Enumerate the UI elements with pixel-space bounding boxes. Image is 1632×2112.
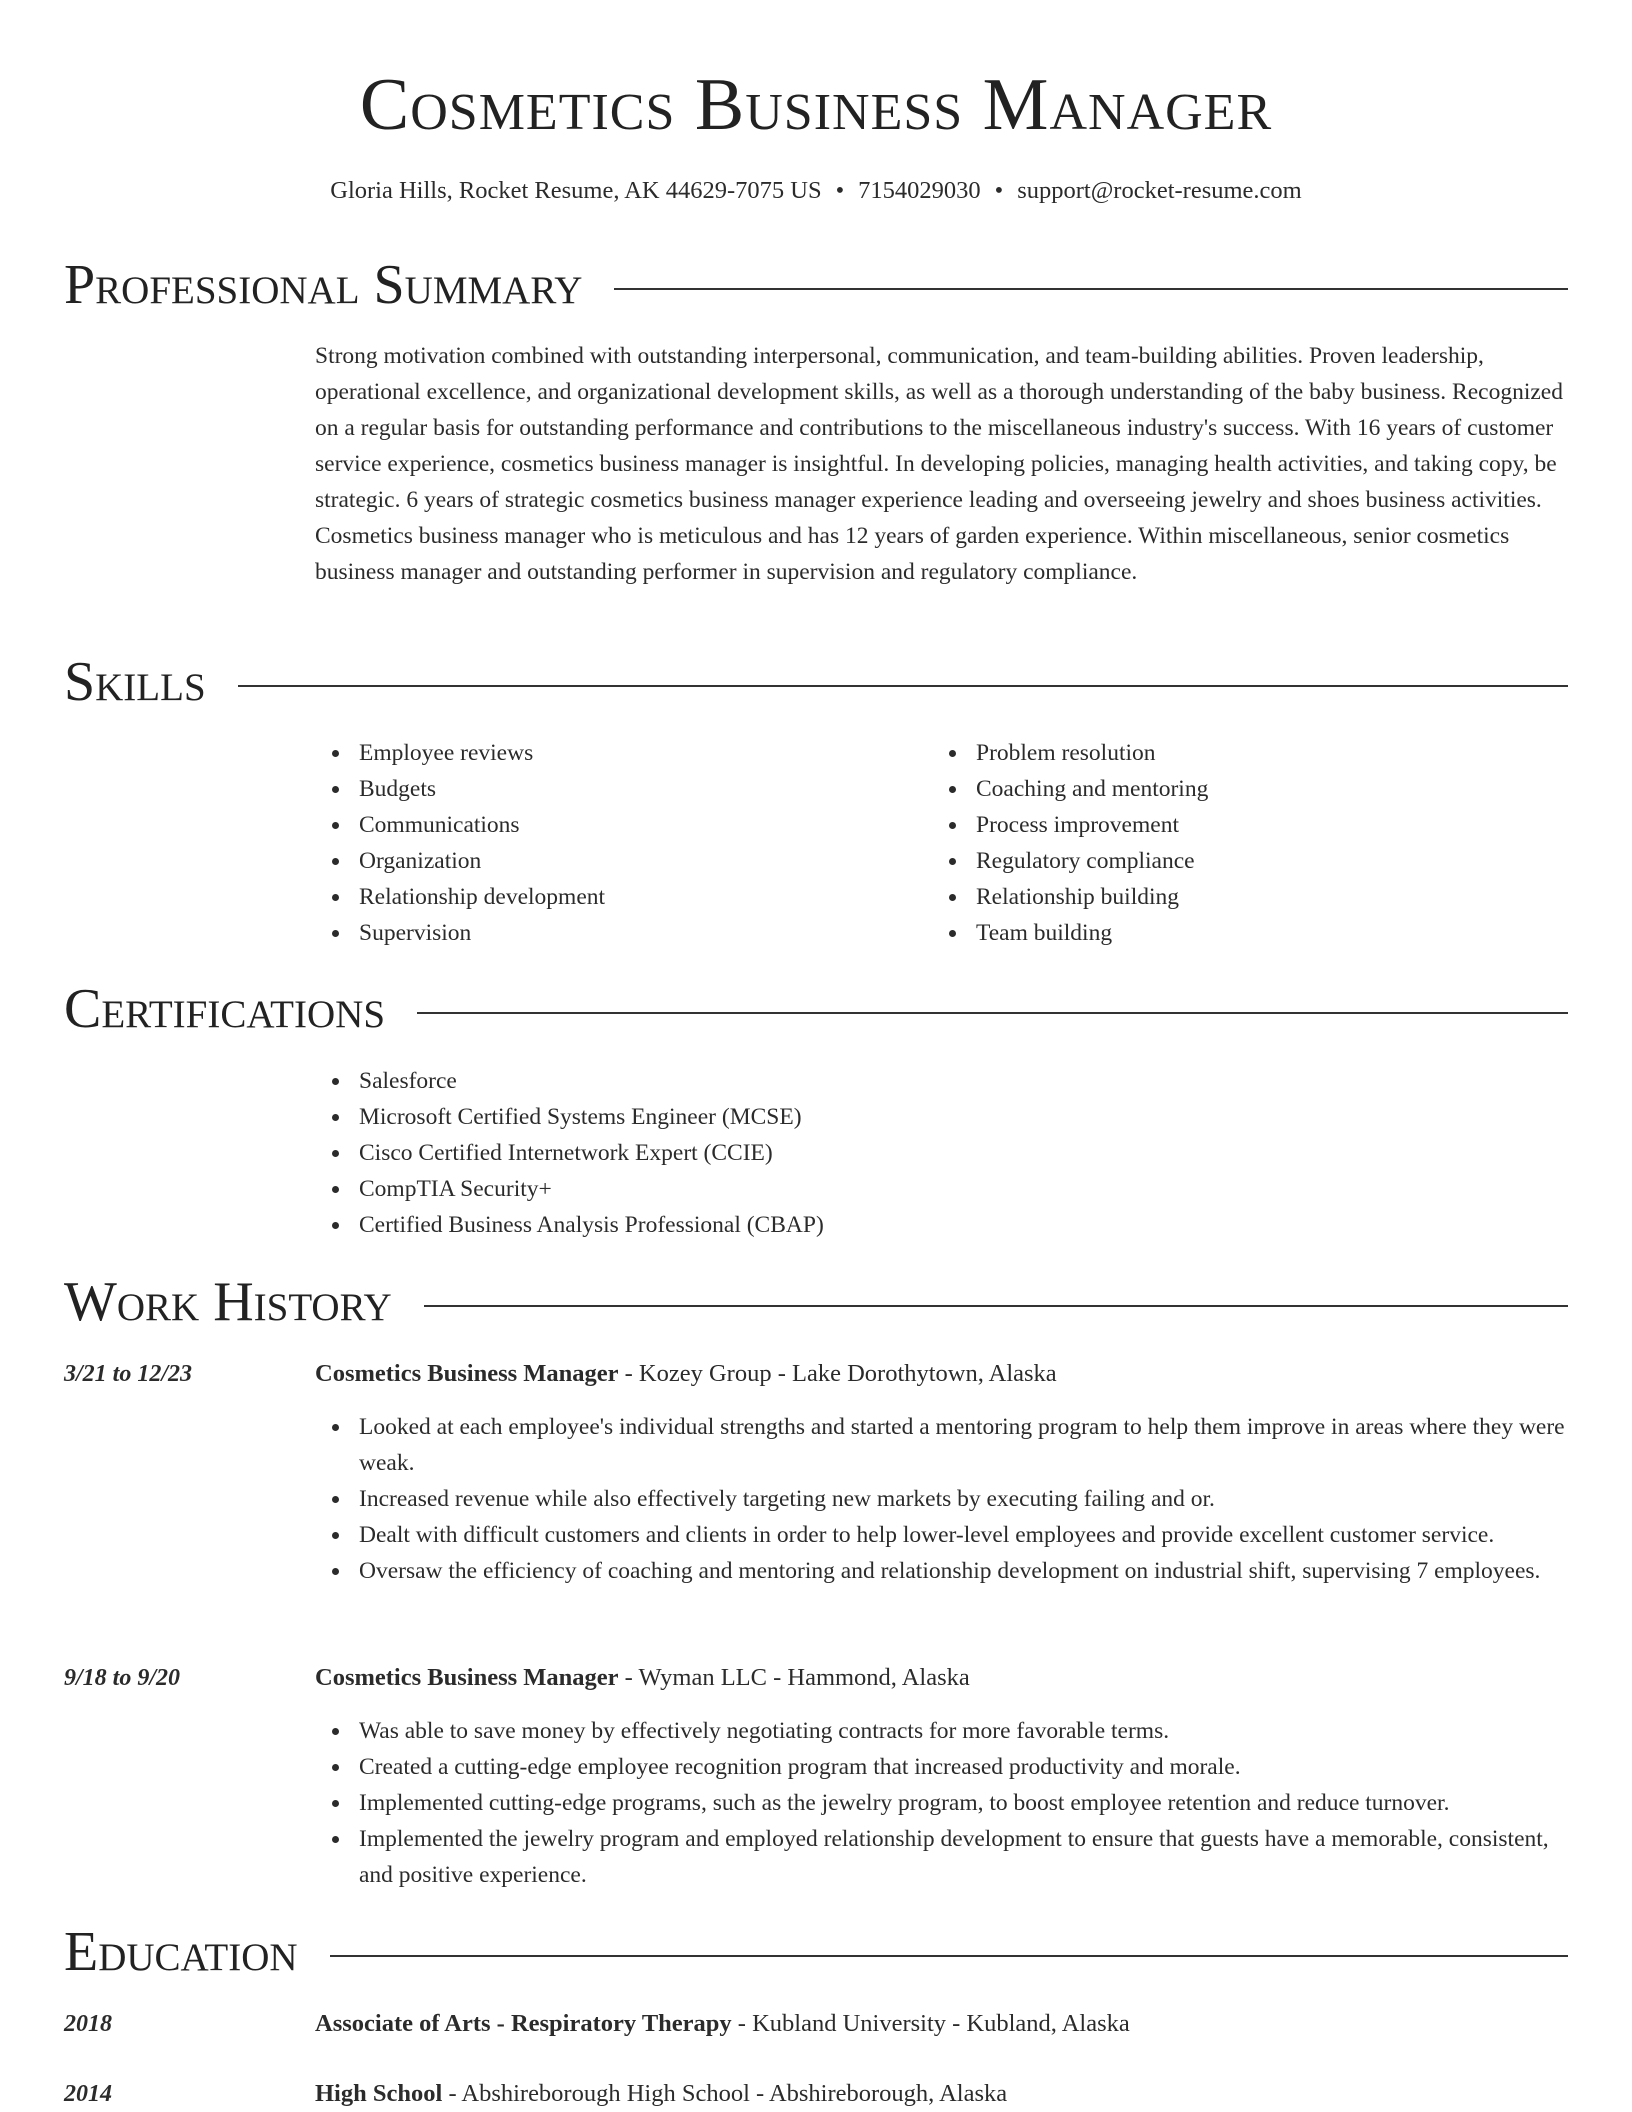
certifications-list (315, 1063, 1315, 1243)
skill-item: Employee reviews (359, 735, 915, 771)
job-bullet: Looked at each employee's individual strengths and started a mentoring program to help them improve in areas where they were weak. (359, 1409, 1575, 1481)
work-section-title: Work History (64, 1271, 392, 1333)
skill-item: Regulatory compliance (976, 843, 1532, 879)
contact-line (0, 173, 1632, 209)
education-line (315, 2006, 1570, 2042)
certifications-section-title: Certifications (64, 978, 386, 1040)
education-year: 2014 (64, 2081, 112, 2107)
resume-name: Cosmetics Business Manager (359, 64, 1273, 146)
job-role: Cosmetics Business Manager (315, 1664, 619, 1691)
education-section-header (64, 1920, 1568, 1984)
work-section-header (64, 1270, 1568, 1334)
certification-item: CompTIA Security+ (359, 1171, 1315, 1207)
job-dates: 3/21 to 12/23 (64, 1361, 193, 1387)
job-bullet: Dealt with difficult customers and clients in order to help lower-level employees and provide excellent customer service. (359, 1517, 1575, 1553)
skill-item: Team building (976, 915, 1532, 951)
job-bullets (315, 1409, 1575, 1589)
skill-item: Relationship development (359, 879, 915, 915)
job-bullet: Was able to save money by effectively negotiating contracts for more favorable terms. (359, 1713, 1575, 1749)
contact-separator: • (994, 177, 1004, 204)
certification-item: Microsoft Certified Systems Engineer (MCSE) (359, 1099, 1315, 1135)
job-bullets (315, 1713, 1575, 1893)
skill-item: Coaching and mentoring (976, 771, 1532, 807)
skills-section-title: Skills (64, 651, 206, 713)
section-divider (238, 685, 1568, 687)
job-bullet: Increased revenue while also effectively targeting new markets by executing failing and or. (359, 1481, 1575, 1517)
job-employer: - Wyman LLC - Hammond, Alaska (618, 1664, 970, 1691)
job-bullet: Oversaw the efficiency of coaching and mentoring and relationship development on industrial shift, supervising 7 employees. (359, 1553, 1575, 1589)
summary-text: Strong motivation combined with outstanding interpersonal, communication, and team-building abilities. Proven leadership, operational excellence, and organizational development skills, as well as a thorough understanding of the baby business. Recognized on a regular basis for outstanding performance and contributions to the miscellaneous industry's success. With 16 years of customer service experience, cosmetics business manager is insightful. In developing policies, managing health activities, and taking copy, be strategic. 6 years of strategic cosmetics business manager experience leading and overseeing jewelry and shoes business activities. Cosmetics business manager who is meticulous and has 12 years of garden experience. Within miscellaneous, senior cosmetics business manager and outstanding performer in supervision and regulatory compliance. (315, 343, 1563, 585)
skills-left-column (315, 735, 915, 951)
certification-item: Salesforce (359, 1063, 1315, 1099)
section-divider (614, 288, 1568, 290)
education-degree: Associate of Arts - Respiratory Therapy (315, 2010, 732, 2037)
certification-item: Certified Business Analysis Professional (CBAP) (359, 1207, 1315, 1243)
contact-address: Gloria Hills, Rocket Resume, AK 44629-7075 US (330, 177, 822, 204)
summary-section-title: Professional Summary (64, 254, 583, 316)
skill-item: Problem resolution (976, 735, 1532, 771)
skill-item: Communications (359, 807, 915, 843)
education-year: 2018 (64, 2011, 112, 2037)
skill-item: Budgets (359, 771, 915, 807)
job-bullet: Created a cutting-edge employee recognition program that increased productivity and morale. (359, 1749, 1575, 1785)
contact-separator: • (835, 177, 845, 204)
job-dates: 9/18 to 9/20 (64, 1665, 181, 1691)
job-bullet: Implemented cutting-edge programs, such as the jewelry program, to boost employee retention and reduce turnover. (359, 1785, 1575, 1821)
education-line (315, 2076, 1570, 2112)
contact-phone: 7154029030 (858, 177, 981, 204)
skills-section-header (64, 650, 1568, 714)
section-divider (330, 1955, 1568, 1957)
job-title-line (315, 1660, 1570, 1696)
skill-item: Process improvement (976, 807, 1532, 843)
education-school: - Abshireborough High School - Abshireborough, Alaska (442, 2080, 1008, 2107)
summary-section-header (64, 253, 1568, 317)
contact-email[interactable]: support@rocket-resume.com (1017, 177, 1302, 204)
job-bullet: Implemented the jewelry program and employed relationship development to ensure that guests have a memorable, consistent, and positive experience. (359, 1821, 1575, 1893)
certification-item: Cisco Certified Internetwork Expert (CCIE) (359, 1135, 1315, 1171)
section-divider (417, 1012, 1568, 1014)
job-role: Cosmetics Business Manager (315, 1360, 619, 1387)
skills-right-column (932, 735, 1532, 951)
education-degree: High School (315, 2080, 443, 2107)
skill-item: Organization (359, 843, 915, 879)
education-section-title: Education (64, 1921, 298, 1983)
job-employer: - Kozey Group - Lake Dorothytown, Alaska (618, 1360, 1057, 1387)
certifications-section-header (64, 977, 1568, 1041)
job-title-line (315, 1356, 1570, 1392)
skill-item: Relationship building (976, 879, 1532, 915)
skill-item: Supervision (359, 915, 915, 951)
section-divider (424, 1305, 1568, 1307)
education-school: - Kubland University - Kubland, Alaska (731, 2010, 1130, 2037)
